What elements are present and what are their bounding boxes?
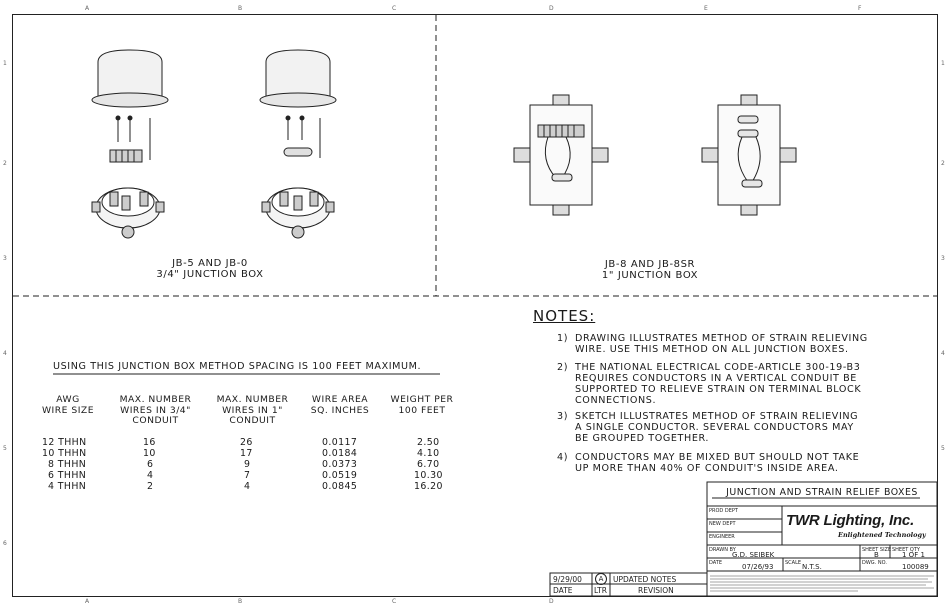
sheet-size-label: SHEET SIZE xyxy=(862,547,892,553)
cell-weight: 4.10 xyxy=(417,448,440,459)
table-header-max-1: MAX. NUMBER WIRES IN 1" CONDUIT xyxy=(216,394,289,426)
scale-value: N.T.S. xyxy=(802,563,822,571)
table-header-weight: WEIGHT PER 100 FEET xyxy=(390,394,454,416)
zone-row-4-left: 4 xyxy=(3,350,7,357)
engineer-label: ENGINEER xyxy=(709,534,735,540)
jb8sr-box-illustration xyxy=(702,95,796,215)
cell-max-1: 7 xyxy=(244,470,251,481)
cell-max-3-4: 10 xyxy=(143,448,156,459)
cell-wire-area: 0.0373 xyxy=(322,459,358,470)
date-label: DATE xyxy=(709,560,723,566)
cell-weight: 10.30 xyxy=(414,470,443,481)
table-header-max-3-4: MAX. NUMBER WIRES IN 3/4" CONDUIT xyxy=(119,394,192,426)
zone-col-a-top: A xyxy=(85,5,90,12)
zone-col-e-top: E xyxy=(704,5,708,12)
zone-col-c-bottom: C xyxy=(392,598,397,605)
zone-row-2-left: 2 xyxy=(3,160,7,167)
cell-max-3-4: 6 xyxy=(147,459,154,470)
left-figure-title-line2: 3/4" JUNCTION BOX xyxy=(156,269,264,280)
zone-row-6-left: 6 xyxy=(3,540,7,547)
table-header-awg: AWG WIRE SIZE xyxy=(41,394,95,416)
drawing-title: JUNCTION AND STRAIN RELIEF BOXES xyxy=(726,487,918,498)
cell-awg: 6 THHN xyxy=(48,470,87,481)
left-figure-title-line1: JB-5 AND JB-0 xyxy=(172,258,248,269)
revision-letter: A xyxy=(595,573,607,585)
sheet-size-value: B xyxy=(874,551,879,559)
cell-awg: 12 THHN xyxy=(42,437,87,448)
zone-col-d-bottom: D xyxy=(549,598,554,605)
right-figure-title-line1: JB-8 AND JB-8SR xyxy=(604,259,696,270)
zone-row-5-left: 5 xyxy=(3,445,7,452)
drawing-sheet: A B C D E F A B C D 1 2 3 4 5 6 1 2 3 4 5 JB-5 AND JB-0 3/4" JUNCTION BOX JB-8 AND JB-8SR 1" JUNCTION BOX USING THIS JUNCTION BOX METHOD SPACING IS 100 FEET MAXIMUM. AWG WIRE SIZE MAX. NUMBER WIRES IN 3/4" CONDUIT MAX. NUMBER WIRES IN 1" CONDUIT WIRE AREA SQ. INCHES WEIGHT PER 100 FEET 12 THHN 16 26 0.0117 2.50 10 THHN 10 17 0.0184 4.10 8 THHN 6 9 0.0373 6.70 6 THHN 4 7 0.0519 10.30 4 THHN 2 4 0.0845 16.20 NOTES: 1) DRAWING ILLUSTRATES METHOD OF STRAIN RELIEVING WIRE. USE THIS METHOD ON ALL JUNCTION BOXES. 2) THE NATIONAL ELECTRICAL CODE-ARTICLE 300-19-B3 REQUIRES CONDUCTORS IN A VERTICAL CONDUIT BE SUPPORTED TO RELIEVE STRAIN ON TERMINAL BLOCK CONNECTIONS. 3) SKETCH ILLUSTRATES METHOD OF STRAIN RELIEVING A SINGLE CONDUCTOR. SEVERAL CONDUCTORS MAY BE GROUPED TOGETHER. 4) CONDUCTORS MAY BE MIXED BUT SHOULD NOT TAKE UP MORE THAN 40% OF CONDUIT'S INSIDE AREA. JUNCTION AND STRAIN RELIEF BOXES PROD DEPT NEW DEPT ENGINEER TWR Lighting, Inc. Enlightened Technology DRAWN BY G.D. SEIBEK SHEET SIZE B SHEET QTY 1 OF 1 DATE 07/26/93 SCALE N.T.S. DWG. NO. 100089 9/29/00 A UPDATED NOTES DATE LTR REVISION xyxy=(0,0,950,609)
fine-print-block xyxy=(708,573,938,595)
prod-dept-label: PROD DEPT xyxy=(709,508,738,514)
cell-awg: 4 THHN xyxy=(48,481,87,492)
zone-col-a-bottom: A xyxy=(85,598,90,605)
revision-date: 9/29/00 xyxy=(553,575,582,584)
zone-row-3-left: 3 xyxy=(3,255,7,262)
revision-ltr-label: LTR xyxy=(594,586,607,595)
zone-col-b-bottom: B xyxy=(238,598,243,605)
drawn-by-value: G.D. SEIBEK xyxy=(732,551,775,559)
date-value: 07/26/93 xyxy=(742,563,774,571)
scale-label: SCALE xyxy=(785,560,802,566)
cell-max-1: 4 xyxy=(244,481,251,492)
dwg-no-label: DWG. NO. xyxy=(862,560,887,566)
dwg-no-value: 100089 xyxy=(902,563,929,571)
cell-weight: 16.20 xyxy=(414,481,443,492)
revision-label: REVISION xyxy=(638,586,674,595)
zone-col-f-top: F xyxy=(858,5,862,12)
cell-wire-area: 0.0184 xyxy=(322,448,358,459)
cell-wire-area: 0.0519 xyxy=(322,470,358,481)
cell-awg: 10 THHN xyxy=(42,448,87,459)
cell-max-1: 9 xyxy=(244,459,251,470)
cell-weight: 6.70 xyxy=(417,459,440,470)
zone-col-c-top: C xyxy=(392,5,397,12)
zone-row-3-right: 3 xyxy=(941,255,945,262)
zone-row-5-right: 5 xyxy=(941,445,945,452)
cell-max-3-4: 2 xyxy=(147,481,154,492)
zone-row-4-right: 4 xyxy=(941,350,945,357)
zone-row-1-left: 1 xyxy=(3,60,7,67)
cell-awg: 8 THHN xyxy=(48,459,87,470)
sheet-qty-value: 1 OF 1 xyxy=(902,551,925,559)
notes-heading: NOTES: xyxy=(533,307,596,325)
zone-col-b-top: B xyxy=(238,5,243,12)
table-header-wire-area: WIRE AREA SQ. INCHES xyxy=(310,394,370,416)
zone-row-1-right: 1 xyxy=(941,60,945,67)
company-logo: TWR Lighting, Inc. xyxy=(786,512,915,529)
sheet-qty-label: SHEET QTY xyxy=(892,547,920,553)
right-figure-title-line2: 1" JUNCTION BOX xyxy=(601,270,699,281)
cell-max-1: 26 xyxy=(240,437,253,448)
zone-col-d-top: D xyxy=(549,5,554,12)
cell-wire-area: 0.0845 xyxy=(322,481,358,492)
revision-date-label: DATE xyxy=(553,586,573,595)
company-tagline: Enlightened Technology xyxy=(838,531,926,539)
jb0-exploded-illustration xyxy=(260,50,336,238)
cell-weight: 2.50 xyxy=(417,437,440,448)
cell-max-3-4: 16 xyxy=(143,437,156,448)
cell-max-3-4: 4 xyxy=(147,470,154,481)
spacing-note: USING THIS JUNCTION BOX METHOD SPACING IS 100 FEET MAXIMUM. xyxy=(53,361,422,372)
new-dept-label: NEW DEPT xyxy=(709,521,736,527)
jb5-exploded-illustration xyxy=(92,50,168,238)
drawn-by-label: DRAWN BY xyxy=(709,547,736,553)
cell-max-1: 17 xyxy=(240,448,253,459)
revision-description: UPDATED NOTES xyxy=(613,575,677,584)
zone-row-2-right: 2 xyxy=(941,160,945,167)
cell-wire-area: 0.0117 xyxy=(322,437,358,448)
jb8-box-illustration xyxy=(514,95,608,215)
